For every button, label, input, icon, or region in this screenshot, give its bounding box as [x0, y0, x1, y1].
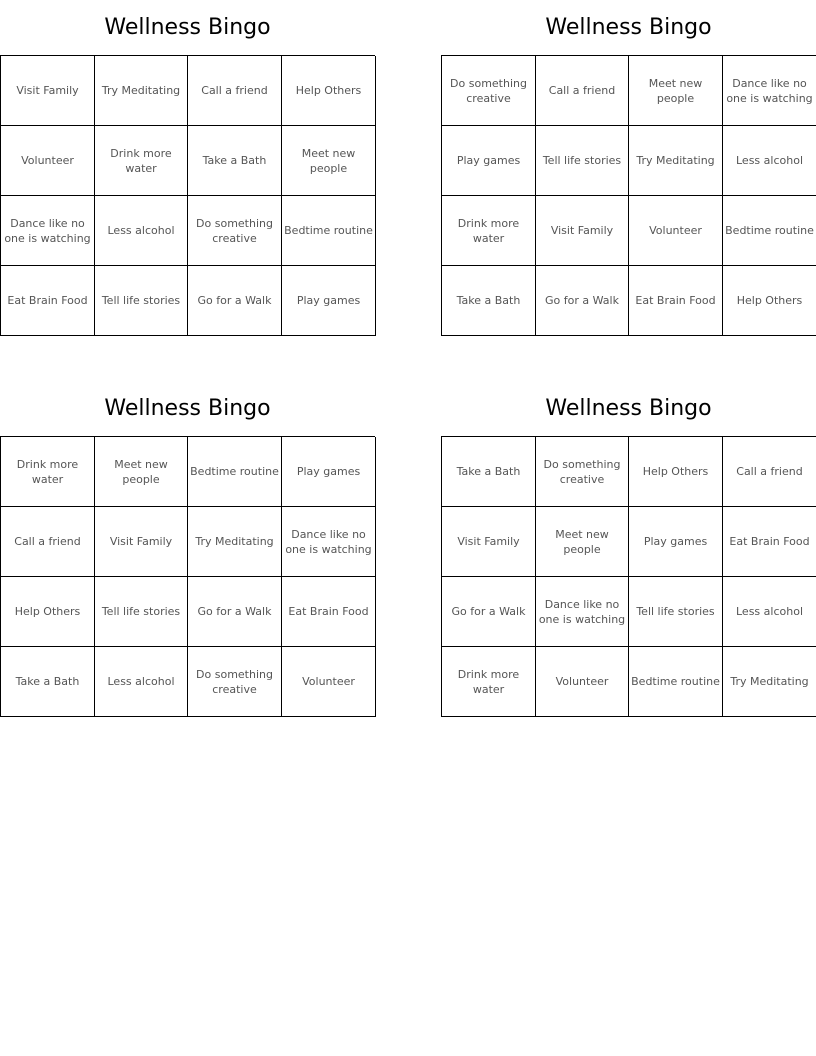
- bingo-cell: Go for a Walk: [442, 577, 536, 647]
- bingo-cell: Tell life stories: [95, 577, 188, 647]
- bingo-cell: Bedtime routine: [723, 196, 816, 266]
- bingo-cell: Bedtime routine: [188, 437, 282, 507]
- bingo-cell: Less alcohol: [95, 196, 188, 266]
- bingo-cell: Dance like no one is watching: [1, 196, 95, 266]
- bingo-cell: Take a Bath: [442, 437, 536, 507]
- bingo-cell: Drink more water: [95, 126, 188, 196]
- bingo-cell: Eat Brain Food: [282, 577, 376, 647]
- bingo-cell: Try Meditating: [188, 507, 282, 577]
- bingo-cell: Eat Brain Food: [1, 266, 95, 336]
- bingo-cell: Help Others: [629, 437, 723, 507]
- bingo-cell: Take a Bath: [1, 647, 95, 717]
- bingo-cell: Less alcohol: [723, 577, 816, 647]
- card-title: Wellness Bingo: [104, 396, 271, 421]
- bingo-cell: Try Meditating: [95, 56, 188, 126]
- bingo-cell: Tell life stories: [536, 126, 629, 196]
- bingo-cell: Volunteer: [282, 647, 376, 717]
- bingo-cell: Take a Bath: [442, 266, 536, 336]
- bingo-cell: Do something creative: [442, 56, 536, 126]
- bingo-grid: [441, 55, 816, 336]
- bingo-cell: Meet new people: [282, 126, 376, 196]
- bingo-cell: Go for a Walk: [188, 577, 282, 647]
- bingo-cell: Go for a Walk: [188, 266, 282, 336]
- bingo-cell: Play games: [282, 266, 376, 336]
- bingo-cell: Help Others: [723, 266, 816, 336]
- bingo-cell: Dance like no one is watching: [723, 56, 816, 126]
- bingo-cell: Bedtime routine: [282, 196, 376, 266]
- bingo-grid: [0, 436, 375, 717]
- bingo-cell: Play games: [629, 507, 723, 577]
- bingo-cell: Do something creative: [536, 437, 629, 507]
- bingo-cell: Volunteer: [536, 647, 629, 717]
- bingo-cell: Take a Bath: [188, 126, 282, 196]
- bingo-cell: Visit Family: [95, 507, 188, 577]
- bingo-cell: Try Meditating: [723, 647, 816, 717]
- bingo-cell: Call a friend: [188, 56, 282, 126]
- bingo-cell: Visit Family: [1, 56, 95, 126]
- bingo-cell: Play games: [282, 437, 376, 507]
- bingo-grid: [0, 55, 375, 336]
- bingo-cell: Play games: [442, 126, 536, 196]
- bingo-cell: Do something creative: [188, 647, 282, 717]
- bingo-cell: Drink more water: [442, 196, 536, 266]
- bingo-cell: Meet new people: [536, 507, 629, 577]
- bingo-cell: Go for a Walk: [536, 266, 629, 336]
- bingo-cell: Dance like no one is watching: [282, 507, 376, 577]
- bingo-cell: Eat Brain Food: [723, 507, 816, 577]
- bingo-cell: Tell life stories: [95, 266, 188, 336]
- bingo-cell: Tell life stories: [629, 577, 723, 647]
- bingo-cell: Eat Brain Food: [629, 266, 723, 336]
- bingo-cell: Volunteer: [629, 196, 723, 266]
- bingo-grid: [441, 436, 816, 717]
- bingo-cell: Help Others: [282, 56, 376, 126]
- bingo-cell: Less alcohol: [95, 647, 188, 717]
- card-title: Wellness Bingo: [104, 15, 271, 40]
- bingo-cell: Help Others: [1, 577, 95, 647]
- bingo-cell: Try Meditating: [629, 126, 723, 196]
- bingo-cell: Less alcohol: [723, 126, 816, 196]
- bingo-cell: Meet new people: [629, 56, 723, 126]
- bingo-cell: Call a friend: [536, 56, 629, 126]
- bingo-cell: Visit Family: [536, 196, 629, 266]
- bingo-cell: Volunteer: [1, 126, 95, 196]
- bingo-cell: Drink more water: [442, 647, 536, 717]
- bingo-cell: Drink more water: [1, 437, 95, 507]
- card-title: Wellness Bingo: [545, 396, 712, 421]
- bingo-cell: Call a friend: [723, 437, 816, 507]
- card-title: Wellness Bingo: [545, 15, 712, 40]
- bingo-cell: Dance like no one is watching: [536, 577, 629, 647]
- bingo-cell: Meet new people: [95, 437, 188, 507]
- bingo-cell: Call a friend: [1, 507, 95, 577]
- bingo-cell: Do something creative: [188, 196, 282, 266]
- bingo-cell: Bedtime routine: [629, 647, 723, 717]
- bingo-cell: Visit Family: [442, 507, 536, 577]
